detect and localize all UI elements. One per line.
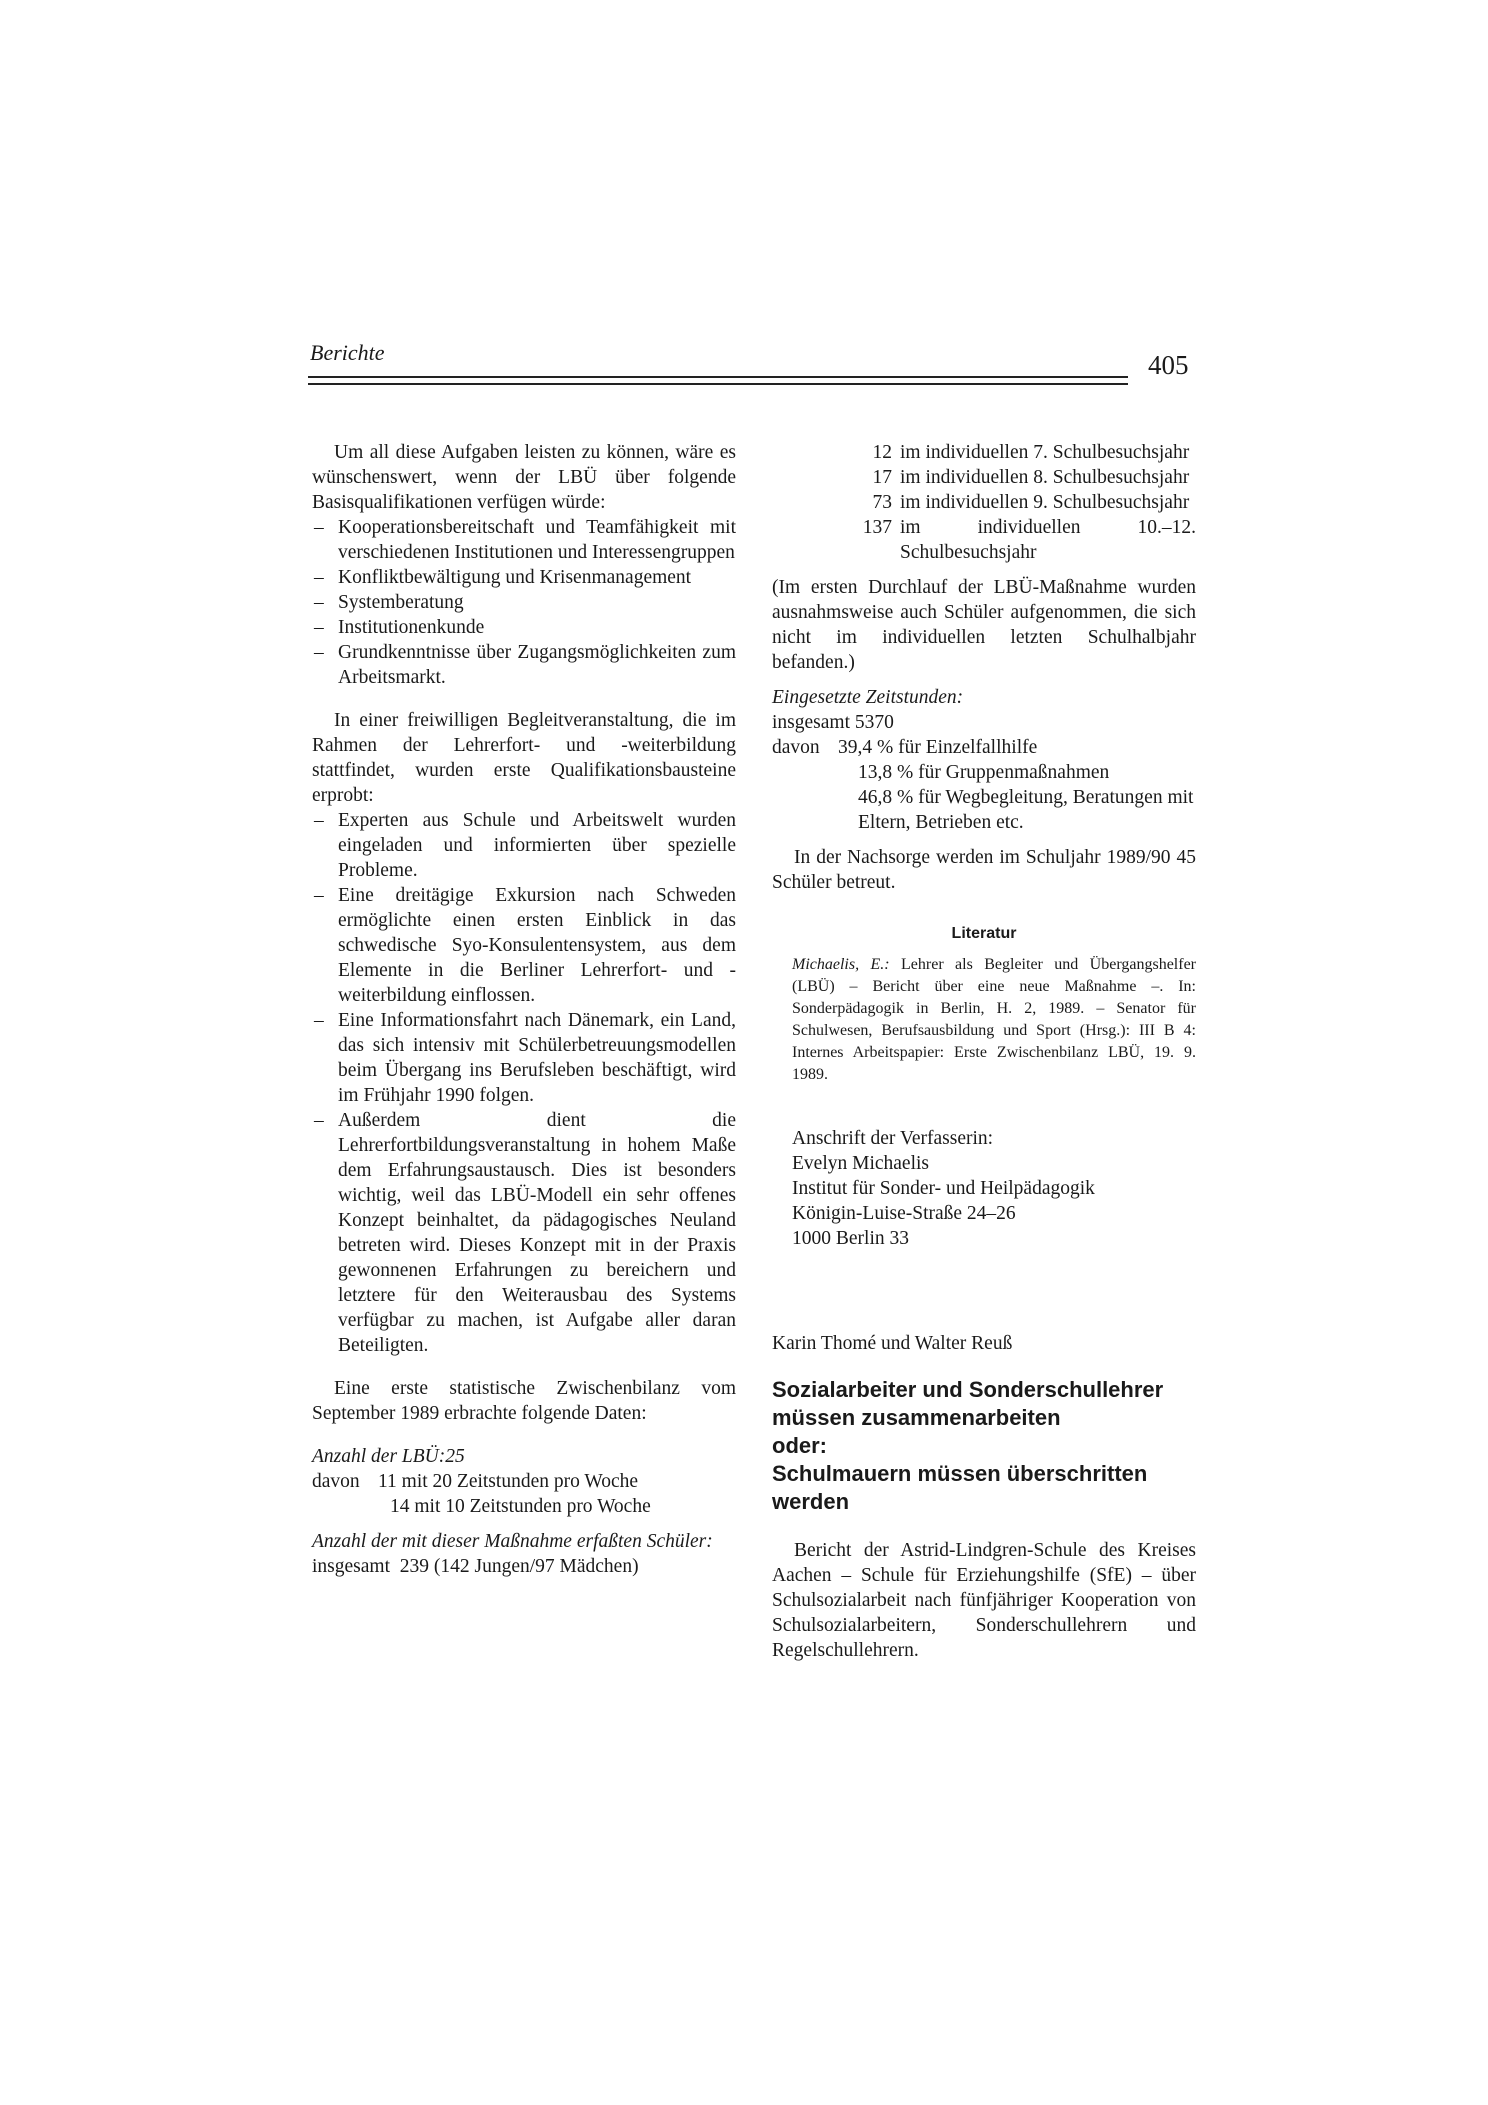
year-label: im individuellen 8. Schulbesuchsjahr — [900, 467, 1190, 488]
list-item: – Außerdem dient die Lehrerfortbildungsveranstaltung in hohem Maße dem Erfahrungsaustausch. Dies ist besonders wichtig, weil das LBÜ-Modell ein sehr offenes Konzept beinhaltet, da pädagogisches Neuland betreten wird. Dieses Konzept mit in der Praxis gewonnenen Erfahrungen zu bereichern und letztere für den Weiterausbau des Systems verfügbar zu machen, ist Aufgabe aller daran Beteiligten. — [312, 1108, 736, 1358]
article-title — [772, 1376, 1196, 1516]
literature-text: Lehrer als Begleiter und Übergangshelfer (LBÜ) – Bericht über eine neue Maßnahme –. In: Sonderpädagogik in Berlin, H. 2, 1989. – Senator für Schulwesen, Berufsausbildung und Sport (Hrsg.): III B 4: Internes Arbeitspapier: Erste Zwischenbilanz LBÜ, 19. 9. 1989. — [792, 956, 1197, 1083]
running-header: Berichte — [310, 340, 385, 365]
literature-author: Michaelis, E.: — [792, 956, 890, 973]
stat-heading: Anzahl der LBÜ:25 — [312, 1446, 465, 1467]
paragraph: (Im ersten Durchlauf der LBÜ-Maßnahme wurden ausnahmsweise auch Schüler aufgenommen, die sich nicht im individuellen letzten Schulhalbjahr befanden.) — [772, 577, 1196, 673]
header-rule — [308, 376, 1128, 378]
address-line: Königin-Luise-Straße 24–26 — [792, 1203, 1016, 1224]
list-item: – Grundkenntnisse über Zugangsmöglichkeiten zum Arbeitsmarkt. — [312, 640, 736, 690]
stat-value: 14 mit 10 Zeitstunden pro Woche — [390, 1496, 651, 1517]
year-count: 137 — [862, 517, 892, 538]
list-item: – Eine dreitägige Exkursion nach Schweden ermöglichte einen ersten Einblick in das schwedische Syo-Konsulentensystem, aus dem Elemente in die Berliner Lehrerfort- und -weiterbildung einflossen. — [312, 883, 736, 1008]
list-item: – Kooperationsbereitschaft und Teamfähigkeit mit verschiedenen Institutionen und Interessengruppen — [312, 515, 736, 565]
title-line: werden — [772, 1489, 850, 1514]
stat-key: davon — [312, 1471, 360, 1492]
stat-row — [772, 760, 1196, 785]
stat-key: davon — [772, 737, 820, 758]
paragraph: Eine erste statistische Zwischenbilanz vom September 1989 erbrachte folgende Daten: — [312, 1378, 736, 1424]
page-number: 405 — [1148, 350, 1189, 380]
author-address — [772, 1126, 1196, 1251]
left-column — [312, 440, 736, 1579]
qualification-list — [312, 515, 736, 690]
title-line: müssen zusammenarbeiten — [772, 1405, 1061, 1430]
stat-row — [312, 1469, 736, 1494]
address-line: Institut für Sonder- und Heilpädagogik — [792, 1178, 1095, 1199]
article-authors: Karin Thomé und Walter Reuß — [772, 1333, 1013, 1354]
stat-row — [772, 785, 1196, 835]
literature-heading: Literatur — [951, 925, 1017, 942]
stat-row — [312, 1494, 736, 1519]
address-line: 1000 Berlin 33 — [792, 1228, 909, 1249]
stat-value: insgesamt 239 (142 Jungen/97 Mädchen) — [312, 1556, 639, 1577]
module-list — [312, 808, 736, 1358]
stat-value: insgesamt 5370 — [772, 712, 894, 733]
article-abstract: Bericht der Astrid-Lindgren-Schule des Kreises Aachen – Schule für Erziehungshilfe (SfE) – über Schulsozialarbeit nach fünfjähriger Kooperation von Schulsozialarbeitern, Sonderschullehrern und Regelschullehrern. — [772, 1540, 1196, 1661]
stat-value: 11 mit 20 Zeitstunden pro Woche — [378, 1471, 639, 1492]
address-line: Evelyn Michaelis — [792, 1153, 930, 1174]
list-item: – Systemberatung — [312, 590, 736, 615]
paragraph: In der Nachsorge werden im Schuljahr 1989/90 45 Schüler betreut. — [772, 847, 1196, 893]
year-row — [772, 515, 1196, 565]
stat-row — [772, 735, 1196, 760]
stat-value: 39,4 % für Einzelfallhilfe — [838, 737, 1038, 758]
list-item: – Institutionenkunde — [312, 615, 736, 640]
paragraph: Um all diese Aufgaben leisten zu können, wäre es wünschenswert, wenn der LBÜ über folgende Basisqualifikationen verfügen würde: — [312, 442, 736, 513]
year-label: im individuellen 10.–12. Schulbesuchsjahr — [900, 517, 1196, 563]
stat-value: 46,8 % für Wegbegleitung, Beratungen mit Eltern, Betrieben etc. — [858, 787, 1194, 833]
year-row — [772, 440, 1196, 465]
title-line: Schulmauern müssen überschritten — [772, 1461, 1148, 1486]
list-item: – Eine Informationsfahrt nach Dänemark, ein Land, das sich intensiv mit Schülerbetreuungsmodellen beim Übergang ins Berufsleben beschäftigt, wird im Frühjahr 1990 folgen. — [312, 1008, 736, 1108]
stat-heading: Eingesetzte Zeitstunden: — [772, 687, 964, 708]
stat-heading: Anzahl der mit dieser Maßnahme erfaßten Schüler: — [312, 1531, 713, 1552]
stat-value: 13,8 % für Gruppenmaßnahmen — [858, 762, 1110, 783]
year-count: 17 — [872, 467, 892, 488]
year-count: 12 — [872, 442, 892, 463]
title-line: Sozialarbeiter und Sonderschullehrer — [772, 1377, 1164, 1402]
year-row — [772, 490, 1196, 515]
paragraph: In einer freiwilligen Begleitveranstaltung, die im Rahmen der Lehrerfort- und -weiterbildung stattfindet, wurden erste Qualifikationsbausteine erprobt: — [312, 710, 736, 806]
year-row — [772, 465, 1196, 490]
address-line: Anschrift der Verfasserin: — [792, 1128, 994, 1149]
literature-entry — [772, 954, 1196, 1086]
title-line: oder: — [772, 1433, 827, 1458]
year-label: im individuellen 9. Schulbesuchsjahr — [900, 492, 1190, 513]
list-item: – Experten aus Schule und Arbeitswelt wurden eingeladen und informierten über spezielle Probleme. — [312, 808, 736, 883]
year-label: im individuellen 7. Schulbesuchsjahr — [900, 442, 1190, 463]
list-item: – Konfliktbewältigung und Krisenmanagement — [312, 565, 736, 590]
right-column — [772, 440, 1196, 1663]
year-count: 73 — [872, 492, 892, 513]
header-rule — [308, 383, 1128, 385]
